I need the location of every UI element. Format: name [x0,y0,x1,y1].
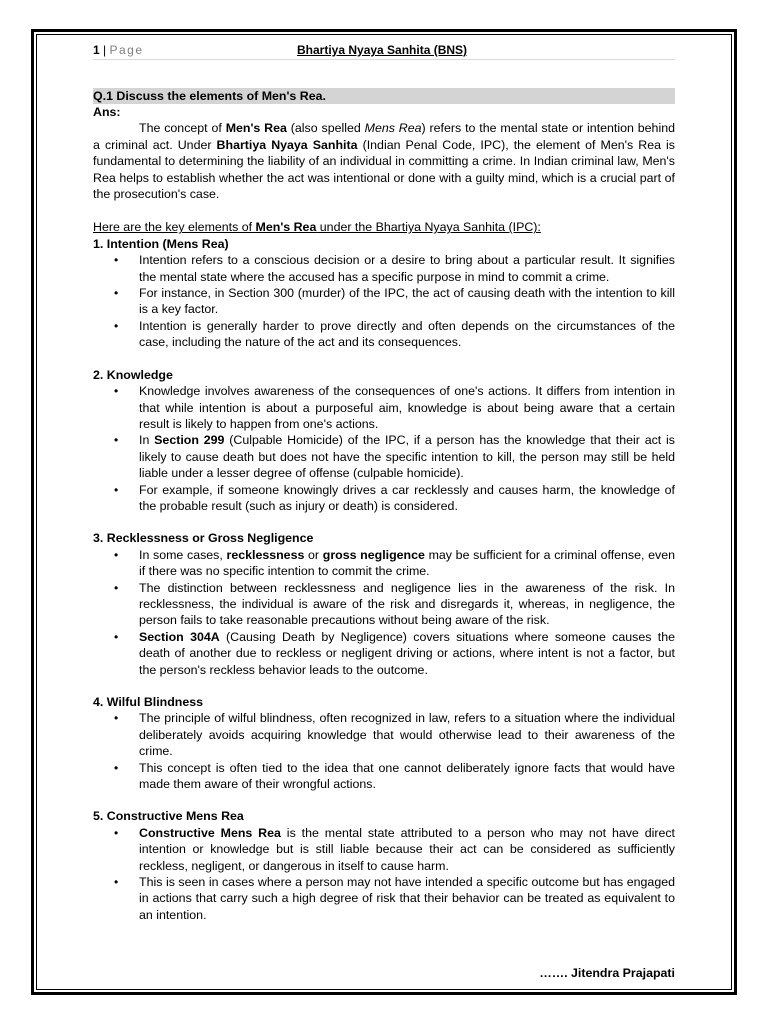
list-item: • Intention is generally harder to prove directly and often depends on the circumstances of the case, including the nature of the act and its consequences. [93,318,675,351]
list-item: • For instance, in Section 300 (murder) of the IPC, the act of causing death with the intention to kill is a key factor. [93,285,675,318]
constructive-mens-rea-list [93,825,675,923]
page-header [93,42,675,60]
wilful-blindness-list [93,710,675,792]
list-item: • This concept is often tied to the idea that one cannot deliberately ignore facts that would have made them aware of their wrongful actions. [93,760,675,793]
document-title: Bhartiya Nyaya Sanhita (BNS) [297,43,468,57]
answer-label: Ans: [93,105,121,119]
section-heading-recklessness: 3. Recklessness or Gross Negligence [93,531,314,546]
list-item: • Intention refers to a conscious decision or a desire to bring about a particular result. It signifies the mental state where the accused has a specific purpose in mind to commit a crime. [93,252,675,285]
section-heading-wilful-blindness: 4. Wilful Blindness [93,695,204,709]
list-item: • Knowledge involves awareness of the consequences of one's actions. It differs from intention in that while intention is about a purposeful aim, knowledge is about being aware that a certain result is likely to happen from one's actions. [93,383,675,432]
author-signature: ……. Jitendra Prajapati [539,966,675,980]
intro-paragraph: The concept of Men's Rea (also spelled Mens Rea) refers to the mental state or intention behind a criminal act. Under Bhartiya Nyaya Sanhita (Indian Penal Code, IPC), the element of Men's Rea is fundamental to determining the liability of an individual in committing a crime. In Indian criminal law, Men's Rea helps to establish whether the act was intentional or done with a guilty mind, which is a crucial part of the prosecution's case. [93,121,675,202]
list-item: • Section 304A (Causing Death by Negligence) covers situations where someone causes the death of another due to reckless or negligent driving or actions, where intent is not a factor, but the person's reckless behavior leads to the outcome. [93,629,675,678]
section-heading-constructive-mens-rea: 5. Constructive Mens Rea [93,809,244,824]
list-item: • In Section 299 (Culpable Homicide) of the IPC, if a person has the knowledge that their act is likely to cause death but does not have the specific intention to kill, the person may still be held liable under a lesser degree of offense (culpable homicide). [93,432,675,481]
list-item: • The distinction between recklessness and negligence lies in the awareness of the risk. In recklessness, the individual is aware of the risk and disregards it, whereas, in negligence, the person fails to take reasonable precautions without being aware of the risk. [93,580,675,629]
knowledge-list [93,383,675,514]
key-elements-intro: Here are the key elements of Men's Rea under the Bhartiya Nyaya Sanhita (IPC): [93,220,541,235]
list-item: • For example, if someone knowingly drives a car recklessly and causes harm, the knowledge of the probable result (such as injury or death) is considered. [93,482,675,515]
document-body [93,42,675,923]
list-item: • Constructive Mens Rea is the mental state attributed to a person who may not have direct intention or knowledge but is still liable because their act can be considered as sufficiently reckless, negligent, or dangerous in itself to cause harm. [93,825,675,874]
intention-list [93,252,675,350]
section-heading-intention: 1. Intention (Mens Rea) [93,236,229,251]
list-item: • This is seen in cases where a person may not have intended a specific outcome but has engaged in actions that carry such a high degree of risk that their behavior can be treated as equivalent to an intention. [93,874,675,923]
recklessness-list [93,547,675,678]
page-number-label: 1 | Page [93,43,144,57]
list-item: • In some cases, recklessness or gross negligence may be sufficient for a criminal offense, even if there was no specific intention to commit the crime. [93,547,675,580]
list-item: • The principle of wilful blindness, often recognized in law, refers to a situation where the individual deliberately avoids acquiring knowledge that would otherwise lead to their awareness of the crime. [93,710,675,759]
question-heading: Q.1 Discuss the elements of Men's Rea. [93,88,675,104]
section-heading-knowledge: 2. Knowledge [93,367,173,382]
